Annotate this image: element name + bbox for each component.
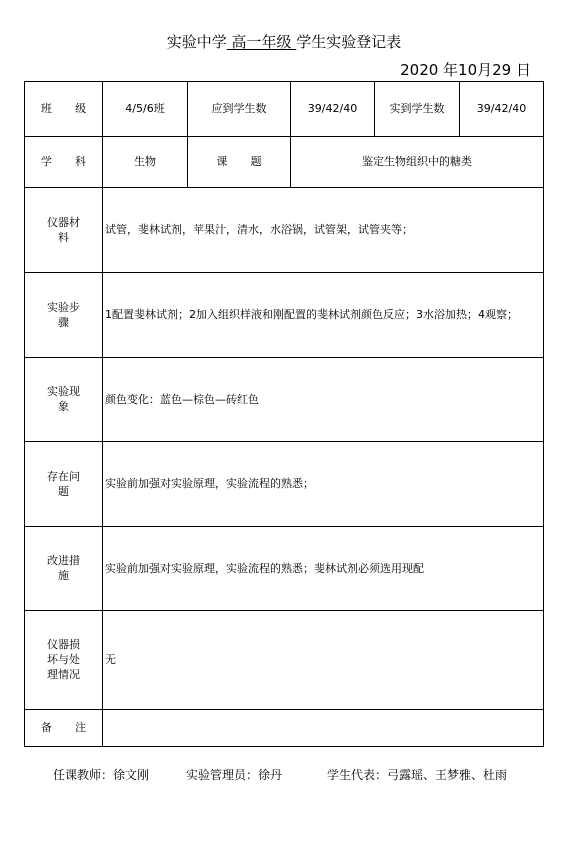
- topic-label: 课 题: [188, 137, 291, 188]
- materials-label: 仪器材料: [25, 188, 103, 273]
- subject-row: [25, 137, 544, 188]
- lab-manager-signature: 实验管理员：徐丹: [186, 768, 283, 782]
- steps-value: 1配置斐林试剂；2加入组织样液和刚配置的斐林试剂颜色反应；3水浴加热；4观察；: [103, 273, 544, 358]
- improvements-row: [25, 527, 544, 611]
- class-row: [25, 82, 544, 137]
- record-date: 2020 年10月29 日: [400, 61, 531, 79]
- expected-students-label: 应到学生数: [188, 82, 291, 137]
- actual-students-value: 39/42/40: [460, 82, 544, 137]
- improvements-value: 实验前加强对实验原理，实验流程的熟悉；斐林试剂必须选用现配: [103, 527, 544, 611]
- title-suffix: 学生实验登记表: [296, 33, 402, 51]
- remarks-label: 备 注: [25, 710, 103, 747]
- problems-value: 实验前加强对实验原理，实验流程的熟悉；: [103, 442, 544, 527]
- student-representatives: 学生代表：弓露瑶、王梦雅、杜雨: [327, 768, 508, 782]
- registration-table: [24, 81, 544, 747]
- materials-row: [25, 188, 544, 273]
- problems-row: [25, 442, 544, 527]
- school-name: 实验中学: [166, 33, 227, 51]
- damage-value: 无: [103, 611, 544, 710]
- teacher-signature: 任课教师：徐文刚: [53, 768, 150, 782]
- class-value: 4/5/6班: [103, 82, 188, 137]
- damage-label: 仪器损坏与处理情况: [25, 611, 103, 710]
- steps-row: [25, 273, 544, 358]
- phenomenon-row: [25, 358, 544, 442]
- phenomenon-label: 实验现象: [25, 358, 103, 442]
- form-title: [0, 32, 568, 52]
- topic-value: 鉴定生物组织中的糖类: [291, 137, 544, 188]
- grade-name: 高一年级: [231, 33, 292, 51]
- damage-row: [25, 611, 544, 710]
- improvements-label: 改进措施: [25, 527, 103, 611]
- remarks-row: [25, 710, 544, 747]
- actual-students-label: 实到学生数: [375, 82, 460, 137]
- steps-label: 实验步骤: [25, 273, 103, 358]
- phenomenon-value: 颜色变化：蓝色—棕色—砖红色: [103, 358, 544, 442]
- class-label: 班 级: [25, 82, 103, 137]
- problems-label: 存在问题: [25, 442, 103, 527]
- subject-label: 学 科: [25, 137, 103, 188]
- expected-students-value: 39/42/40: [291, 82, 375, 137]
- materials-value: 试管，斐林试剂，苹果汁，清水，水浴锅，试管架，试管夹等；: [103, 188, 544, 273]
- subject-value: 生物: [103, 137, 188, 188]
- remarks-value: [103, 710, 544, 747]
